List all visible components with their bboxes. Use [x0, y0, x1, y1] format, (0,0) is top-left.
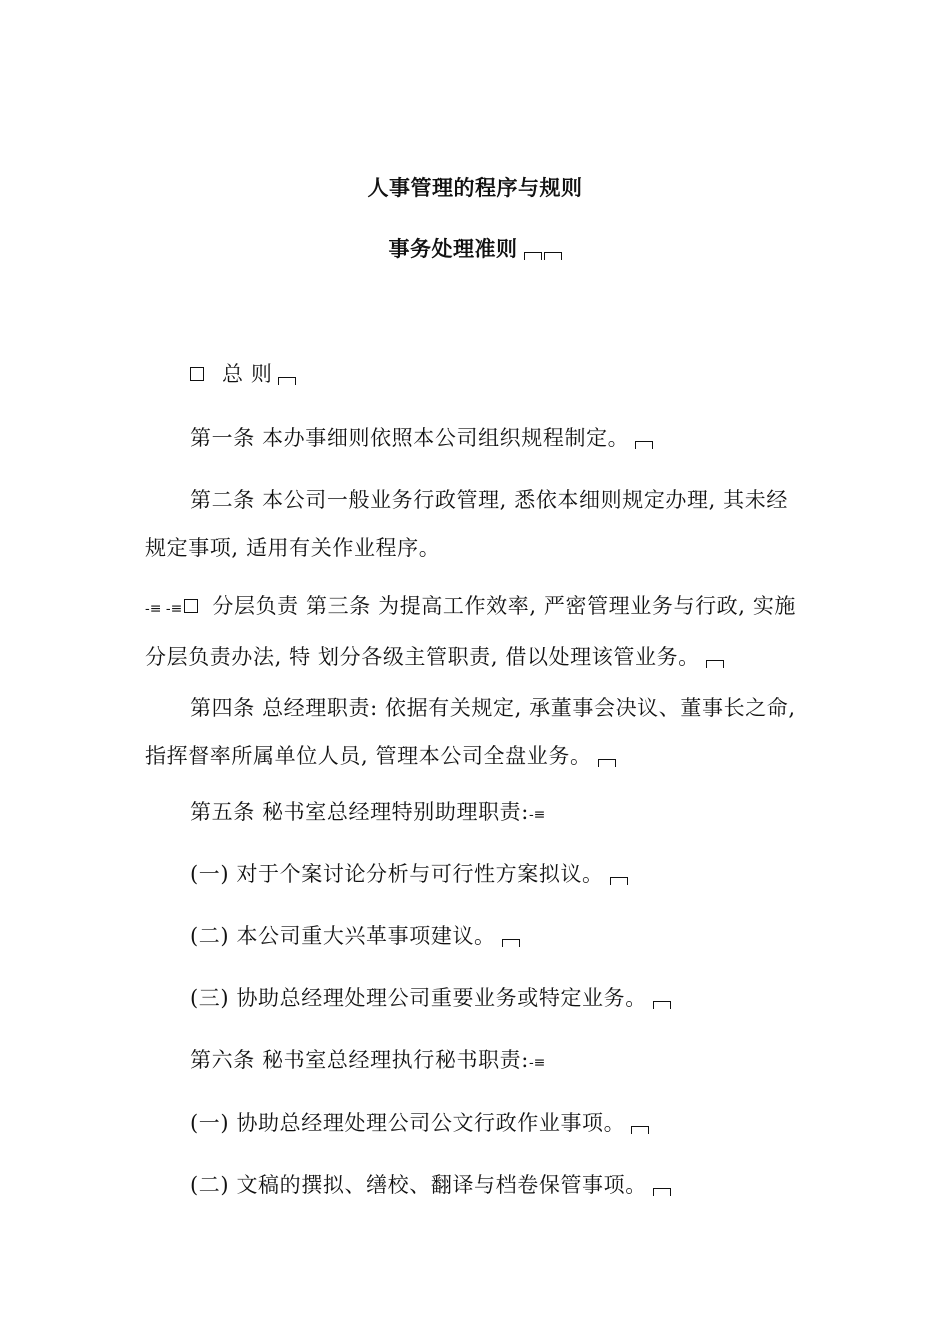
paragraph-article-6	[145, 1036, 807, 1087]
checkbox-square-icon	[190, 367, 204, 381]
paragraph-mark-icon	[653, 1001, 671, 1009]
paragraph-mark-icon	[544, 252, 562, 260]
document-title-text: 人事管理的程序与规则	[367, 176, 583, 200]
paragraph-text: 分层负责 第三条 为提高工作效率, 严密管理业务与行政, 实施分层负责办法, 特 划分各级主管职责, 借以处理该管业务。	[145, 594, 797, 669]
paragraph-text: 第六条 秘书室总经理执行秘书职责:	[190, 1048, 529, 1072]
document-title	[0, 172, 950, 202]
paragraph-mark-icon	[610, 877, 628, 885]
paragraph-article-4	[145, 684, 807, 780]
paragraph-text: 第二条 本公司一般业务行政管理, 悉依本细则规定办理, 其未经规定事项, 适用有关作业程序。	[145, 488, 788, 560]
list-symbol: -≡	[528, 1055, 546, 1071]
paragraph-mark-icon	[631, 1126, 649, 1134]
paragraph-article-1	[145, 414, 807, 462]
paragraph-item	[145, 912, 807, 960]
paragraph-mark-icon	[524, 252, 542, 260]
checkbox-square-icon	[184, 599, 198, 613]
paragraph-text: 第四条 总经理职责: 依据有关规定, 承董事会决议、董事长之命, 指挥督率所属单位人员, 管理本公司全盘业务。	[145, 696, 796, 768]
paragraph-text: (一) 对于个案讨论分析与可行性方案拟议。	[190, 862, 604, 886]
paragraph-article-2	[145, 476, 807, 572]
paragraph-mark-icon	[278, 377, 296, 385]
list-symbol: -≡	[528, 807, 546, 823]
paragraph-mark-icon	[502, 939, 520, 947]
section-heading-text: 总 则	[222, 362, 273, 386]
paragraph-text: (二) 本公司重大兴革事项建议。	[190, 924, 496, 948]
paragraph-text: (三) 协助总经理处理公司重要业务或特定业务。	[190, 986, 647, 1010]
paragraph-item	[145, 850, 807, 898]
document-subtitle-text: 事务处理准则	[388, 237, 518, 261]
paragraph-article-5	[145, 788, 807, 839]
document-subtitle	[0, 233, 950, 263]
section-heading	[145, 350, 807, 398]
paragraph-text: (一) 协助总经理处理公司公文行政作业事项。	[190, 1111, 626, 1135]
paragraph-text: (二) 文稿的撰拟、缮校、翻译与档卷保管事项。	[190, 1173, 647, 1197]
paragraph-text: 第五条 秘书室总经理特别助理职责:	[190, 800, 529, 824]
paragraph-article-3	[145, 582, 807, 681]
paragraph-item	[145, 1161, 807, 1209]
paragraph-mark-icon	[706, 660, 724, 668]
paragraph-mark-icon	[653, 1188, 671, 1196]
paragraph-mark-icon	[598, 759, 616, 767]
paragraph-text: 第一条 本办事细则依照本公司组织规程制定。	[190, 426, 630, 450]
list-symbol: -≡ -≡	[145, 601, 183, 617]
paragraph-item	[145, 1099, 807, 1147]
paragraph-mark-icon	[635, 441, 653, 449]
paragraph-item	[145, 974, 807, 1022]
